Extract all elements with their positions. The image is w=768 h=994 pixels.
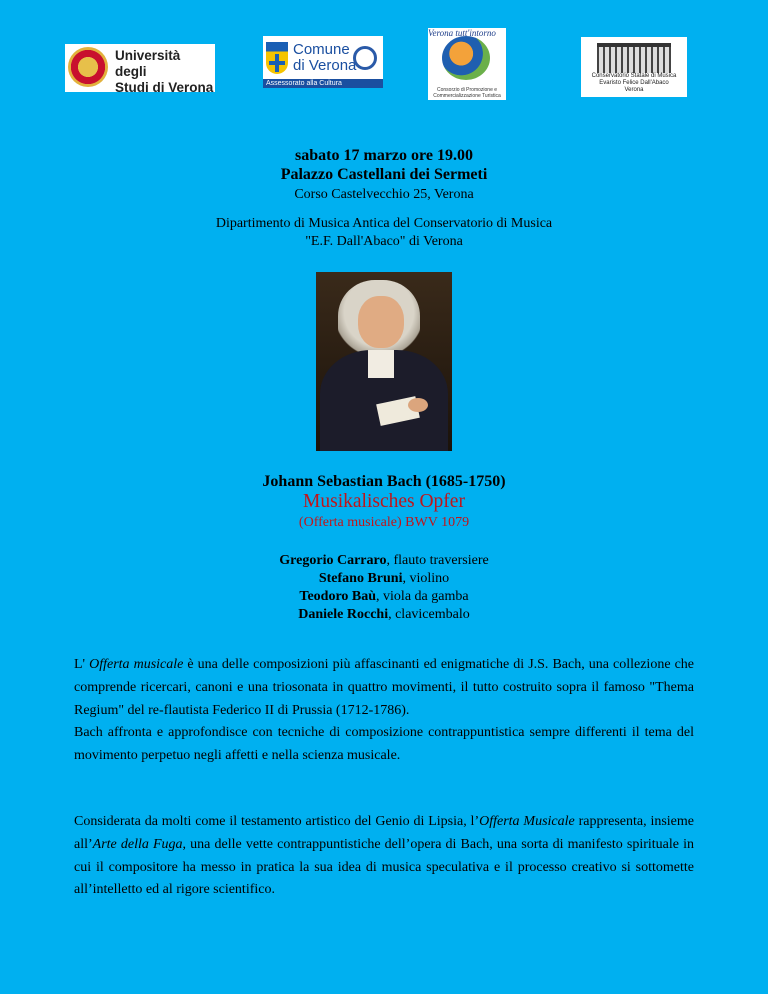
event-date: sabato 17 marzo ore 19.00 [295, 147, 473, 164]
conservatorio-line3: Verona [624, 87, 644, 93]
composer-name: Johann Sebastian Bach (1685-1750) [262, 473, 506, 490]
work-title-italic: Arte della Fuga [92, 836, 183, 852]
university-logo-text [115, 48, 215, 96]
portrait-collar [368, 350, 394, 378]
portrait-face [358, 296, 404, 348]
text-run: Considerata da molti come il testamento artistico del Genio di Lipsia, l’ [74, 814, 480, 829]
performer-name: Stefano Bruni [318, 571, 403, 586]
university-logo-line2: Studi di Verona [115, 80, 214, 95]
tuttintorno-title: Verona tutt'intorno [428, 28, 496, 38]
work-title: Musikalisches Opfer [303, 491, 465, 512]
university-logo-line1: Università degli [115, 48, 181, 79]
comune-logo-text [293, 42, 356, 74]
paragraph-1-part-1 [74, 654, 694, 722]
performer-item [0, 571, 768, 587]
comune-logo-line2: di Verona [293, 57, 357, 74]
text-run: L' [74, 657, 90, 672]
description-paragraph-1 [74, 654, 694, 768]
event-venue: Palazzo Castellani dei Sermeti [280, 166, 488, 183]
performer-role: , flauto traversiere [386, 553, 489, 568]
comune-logo [263, 36, 383, 88]
performer-name: Teodoro Baù [299, 589, 377, 604]
performer-item [0, 589, 768, 605]
paragraph-1-part-2: Bach affronta e approfondisce con tecniche di composizione contrappuntistica sempre differenti il tema del movimento perpetuo negli affetti e nella scienza musicale. [74, 725, 694, 764]
performer-name: Daniele Rocchi [298, 607, 389, 622]
event-address: Corso Castelvecchio 25, Verona [294, 187, 474, 202]
work-title-italic: Offerta musicale [89, 657, 184, 672]
description-paragraph-2 [74, 811, 694, 902]
performer-role: , clavicembalo [388, 607, 470, 622]
verona-tuttintorno-logo [428, 28, 506, 100]
university-seal-icon [68, 47, 108, 87]
conservatorio-caption [581, 73, 687, 94]
comune-logo-line1: Comune [293, 41, 350, 58]
work-subtitle: (Offerta musicale) BWV 1079 [298, 515, 470, 530]
paragraph-2-text [74, 811, 694, 902]
text-run: , una delle vette contrappuntistiche dell’opera di Bach, una sorta di manifesto spirituale in cui il compositore ha messo in pratica la sua idea di musica speculativa e il processo creativo si sottomette all’intelletto ed al rigore scientifico. [74, 836, 695, 898]
conservatorio-line1: Conservatorio Statale di Musica [591, 73, 677, 79]
portrait-hand [408, 398, 428, 412]
text-run: è una delle composizioni più affascinanti ed enigmatiche di J.S. Bach, una collezione che comprende ricercari, canoni e una triosonata in quattro movimenti, il tutto costruito sopra il famoso "Thema Regium" del re-flautista Federico II di Prussia (1712-1786). [74, 657, 694, 718]
tuttintorno-caption: Consorzio di Promozione e Commercializzazione Turistica [433, 87, 501, 99]
department-line2: "E.F. Dall'Abaco" di Verona [305, 234, 463, 249]
performer-role: , viola da gamba [376, 589, 469, 604]
university-logo [65, 44, 215, 95]
performer-role: , violino [402, 571, 450, 586]
city-shield-icon [266, 42, 288, 74]
conservatorio-logo [581, 37, 687, 97]
text-run: rappresenta, insieme all’ [74, 814, 694, 852]
bach-portrait-image [316, 272, 452, 451]
ring-emblem-icon [353, 46, 377, 70]
building-icon [597, 43, 671, 73]
performer-item [0, 607, 768, 623]
performer-name: Gregorio Carraro [279, 553, 387, 568]
globe-icon [442, 36, 490, 80]
department-line1: Dipartimento di Musica Antica del Conservatorio di Musica [215, 216, 553, 231]
work-title-italic: Offerta Musicale [479, 814, 575, 829]
comune-logo-subtitle: Assessorato alla Cultura [263, 79, 383, 88]
conservatorio-line2: Evaristo Felice Dall'Abaco [599, 80, 669, 86]
performer-item [0, 553, 768, 569]
